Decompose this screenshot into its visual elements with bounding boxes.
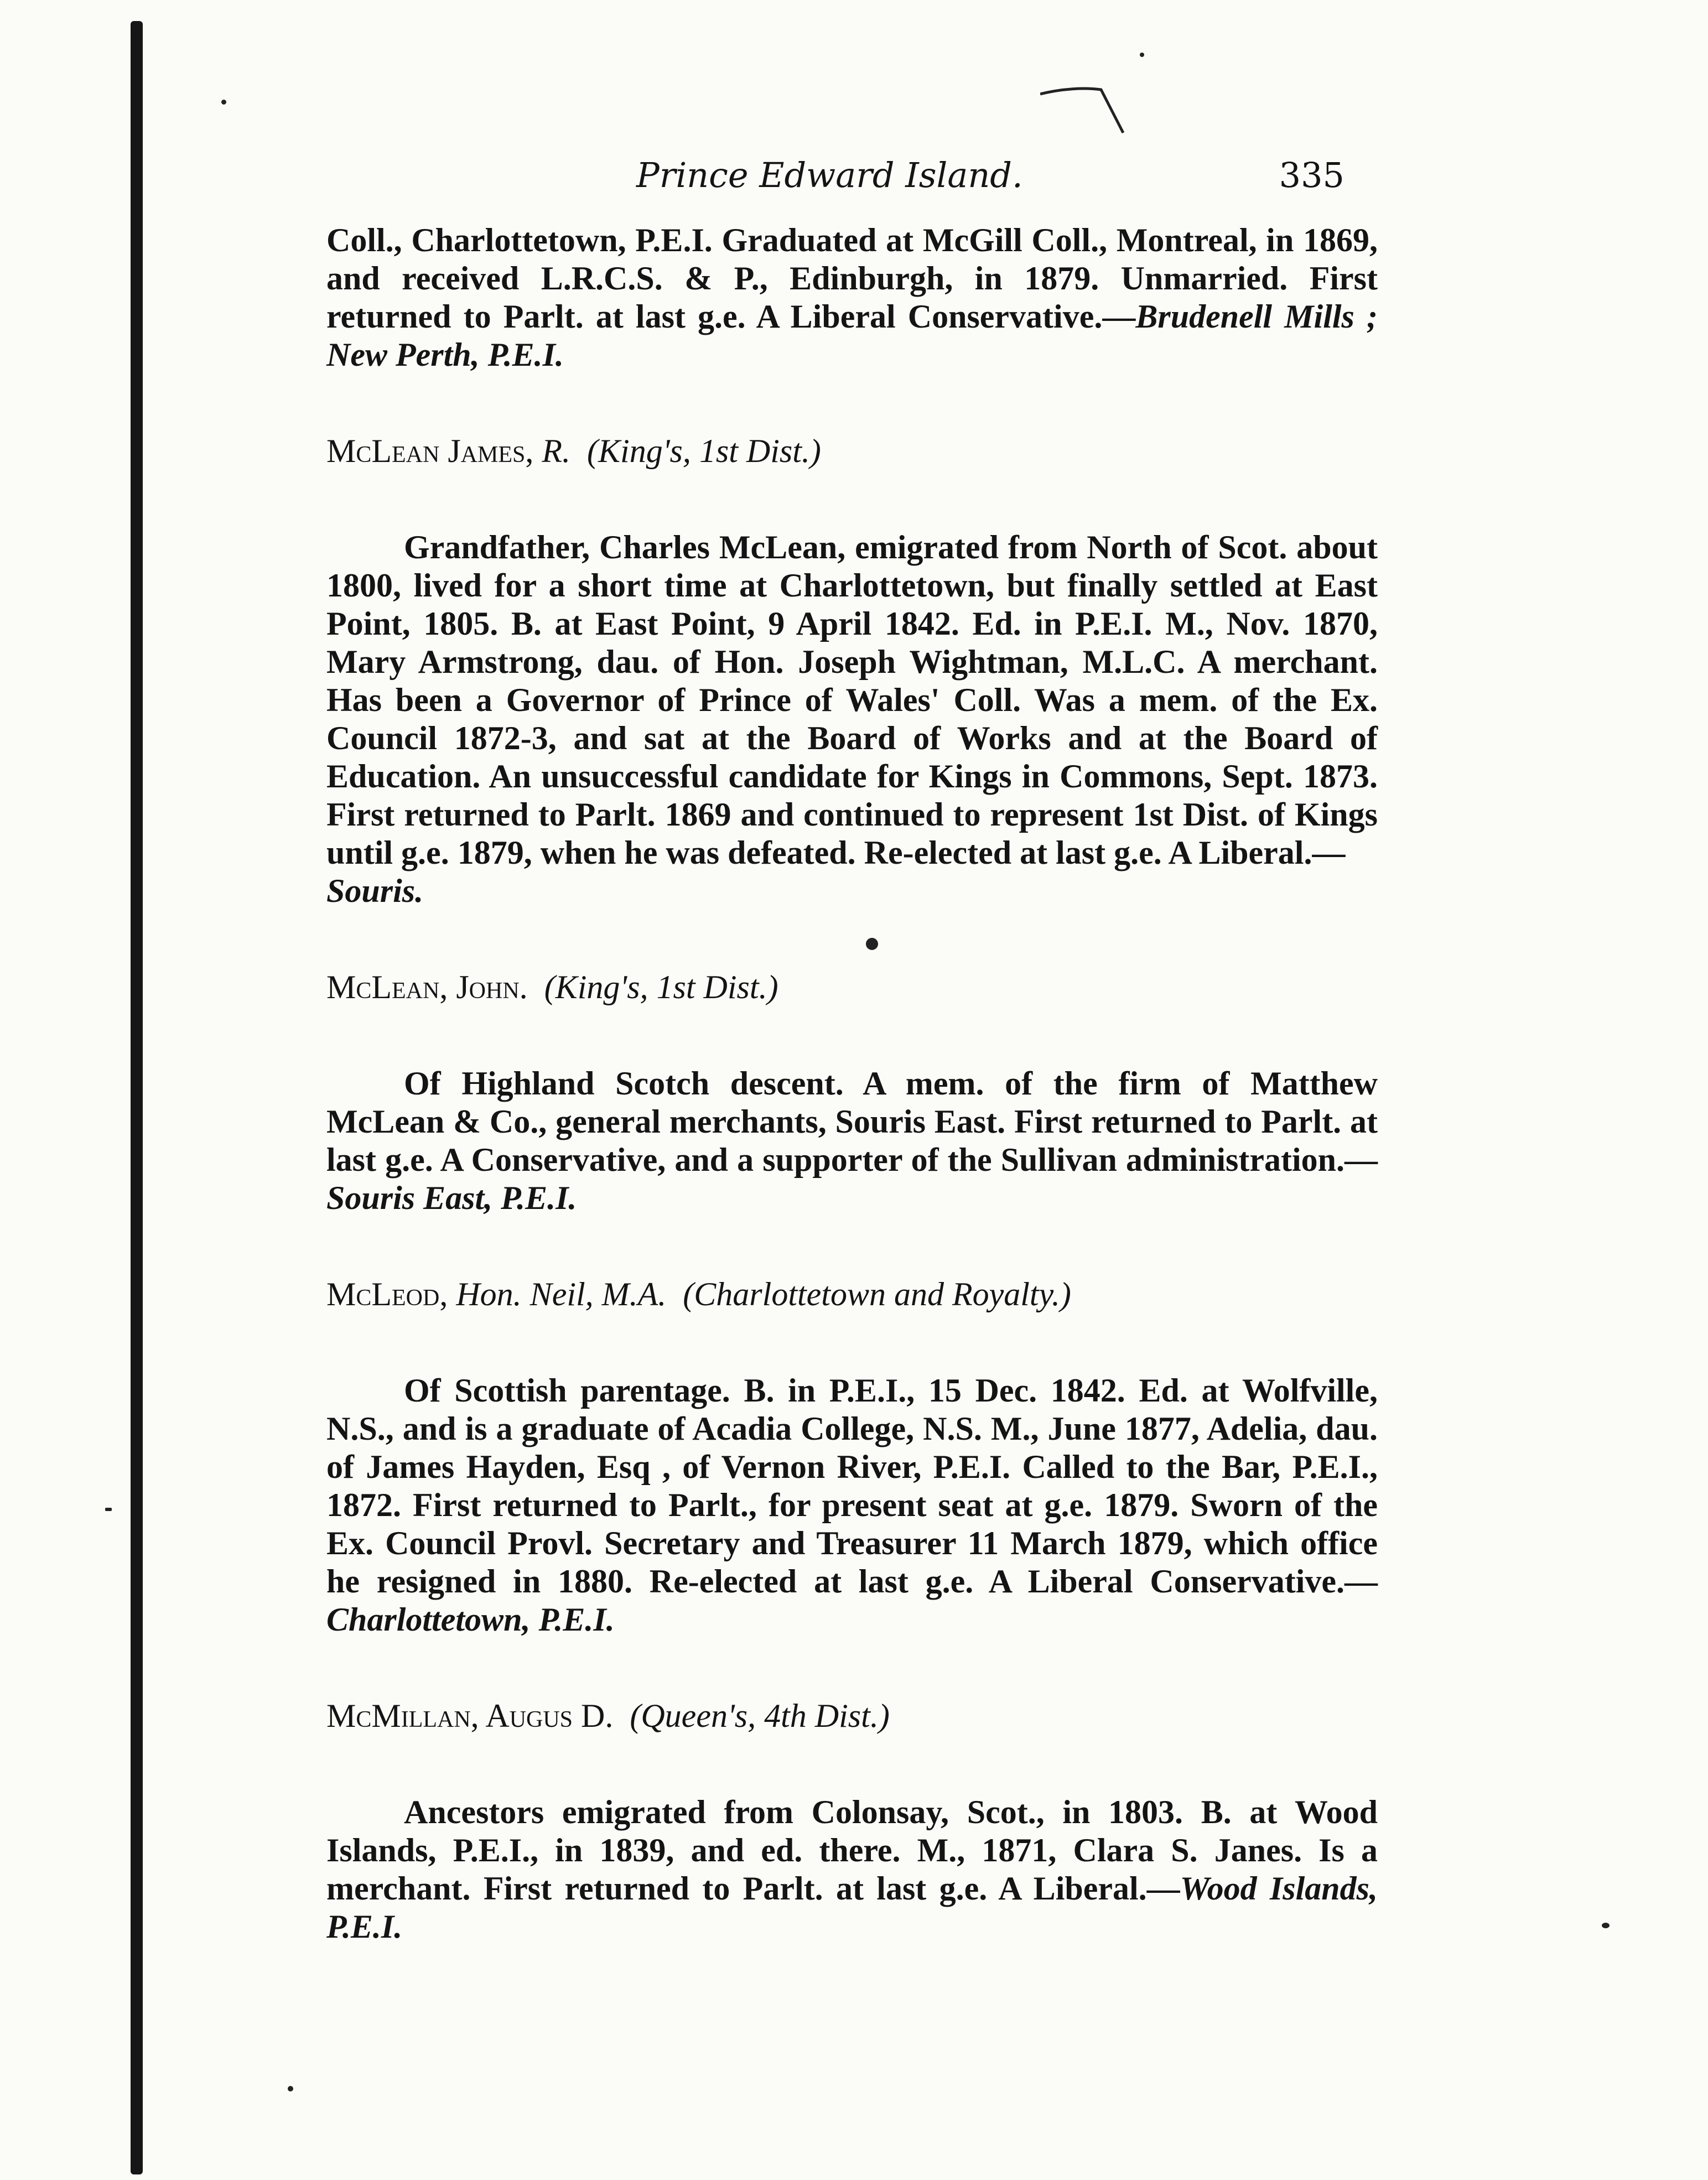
entry-body [326,1372,1378,1639]
scan-speck [1140,53,1144,57]
entry-name: McLean James, [326,433,534,469]
entry-residence: Souris. [326,873,424,909]
scan-speck [288,2086,293,2091]
entry-body [326,1793,1378,1946]
page-number: 335 [1279,155,1344,195]
entry-title: Hon. Neil, M.A. [456,1276,667,1312]
entry-constituency: (King's, 1st Dist.) [587,433,821,469]
entry-residence: Souris East, P.E.I. [326,1180,577,1216]
entry-heading [326,1697,1378,1735]
entry-residence: Charlottetown, P.E.I. [326,1601,615,1638]
entry-heading [326,968,1378,1006]
binding-edge [131,21,143,2174]
running-title: Prince Edward Island. [636,155,1023,195]
entry-heading [326,1275,1378,1314]
book-page [326,149,1378,1946]
continuation-residence: Brudenell Mills ; New Perth, P.E.I. [326,298,1378,373]
entry-constituency: (King's, 1st Dist.) [544,969,778,1005]
entry-body-text: Of Highland Scotch descent. A mem. of the firm of Matthew McLean & Co., general merchants, Souris East. First returned to Parlt. at last g.e. A Conservative, and a supporter of the Sullivan administration.— [326,1065,1378,1178]
scan-speck [221,100,226,105]
entry-body-text: Grandfather, Charles McLean, emigrated from North of Scot. about 1800, lived for a short time at Charlottetown, but finally settled at East Point, 1805. B. at East Point, 9 April 1842. Ed. in P.E.I. M., Nov. 1870, Mary Armstrong, dau. of Hon. Joseph Wightman, M.L.C. A merchant. Has been a Governor of Prince of Wales' Coll. Was a mem. of the Ex. Council 1872-3, and sat at the Board of Works and at the Board of Education. An unsuccessful candidate for Kings in Commons, Sept. 1873. First returned to Parlt. 1869 and continued to represent 1st Dist. of Kings until g.e. 1879, when he was defeated. Re-elected at last g.e. A Liberal.— [326,529,1378,871]
entry-name: McLean, John. [326,969,528,1005]
entry-body [326,528,1378,910]
entry-body-text: Ancestors emigrated from Colonsay, Scot., in 1803. B. at Wood Islands, P.E.I., in 1839, and ed. there. M., 1871, Clara S. Janes. Is a merchant. First returned to Parlt. at last g.e. A Liberal.— [326,1794,1378,1907]
entry-residence: Wood Islands, P.E.I. [326,1870,1378,1945]
entry-name: McMillan, Augus D. [326,1698,614,1734]
entry-constituency: (Charlottetown and Royalty.) [683,1276,1071,1312]
entry-body [326,1065,1378,1217]
scan-speck [1602,1923,1610,1928]
running-head [326,149,1378,199]
entry-title: R. [542,433,571,469]
entry-heading [326,432,1378,470]
continuation-paragraph [326,221,1378,374]
scan-speck [866,938,878,950]
continuation-text: Coll., Charlottetown, P.E.I. Graduated at McGill Coll., Montreal, in 1869, and received L.R.C.S. & P., Edinburgh, in 1879. Unmarried. First returned to Parlt. at last g.e. A Liberal Conservative.— [326,222,1378,335]
pen-mark [1040,83,1151,138]
entry-name: McLeod, [326,1276,448,1312]
entry-constituency: (Queen's, 4th Dist.) [630,1698,890,1734]
scan-speck [105,1508,112,1511]
entry-body-text: Of Scottish parentage. B. in P.E.I., 15 Dec. 1842. Ed. at Wolfville, N.S., and is a graduate of Acadia College, N.S. M., June 1877, Adelia, dau. of James Hayden, Esq , of Vernon River, P.E.I. Called to the Bar, P.E.I., 1872. First returned to Parlt., for present seat at g.e. 1879. Sworn of the Ex. Council Provl. Secretary and Treasurer 11 March 1879, which office he resigned in 1880. Re-elected at last g.e. A Liberal Conservative.— [326,1372,1378,1600]
